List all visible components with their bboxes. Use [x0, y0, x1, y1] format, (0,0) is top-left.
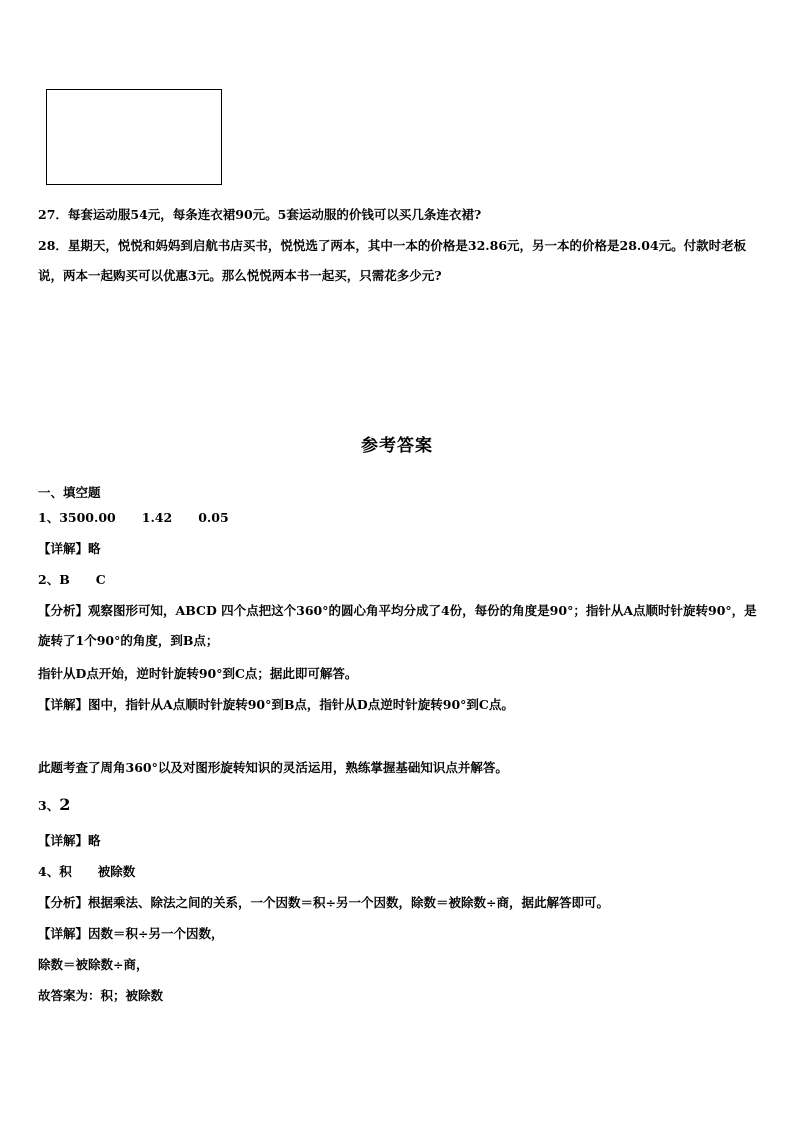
answer-2-analysis: 【分析】观察图形可知，ABCD 四个点把这个360°的圆心角平均分成了4份，每份的角度是90°；指针从A点顺时针旋转90°，是旋转了1个90°的角度，到B点； — [38, 603, 757, 648]
answer-2-note: 此题考查了周角360°以及对图形旋转知识的灵活运用，熟练掌握基础知识点并解答。 — [38, 760, 508, 775]
answer-1-value-3: 0.05 — [198, 510, 229, 525]
answer-1-value-1: 1、3500.00 — [38, 510, 116, 525]
answer-3-detail: 【详解】略 — [38, 833, 101, 848]
question-27: 27．每套运动服54元，每条连衣裙90元。5套运动服的价钱可以买几条连衣裙? — [38, 207, 482, 222]
answer-2-value-2: C — [95, 572, 106, 587]
answer-4-detail: 【详解】因数＝积÷另一个因数， — [38, 926, 224, 941]
answer-4-value-2: 被除数 — [97, 864, 136, 879]
answer-2-analysis-cont: 指针从D点开始，逆时针旋转90°到C点；据此即可解答。 — [38, 666, 358, 681]
answer-2-value-1: 2、B — [38, 572, 70, 587]
answer-3-number: 3、 — [38, 798, 60, 813]
answer-1-value-2: 1.42 — [141, 510, 173, 525]
question-28: 28．星期天，悦悦和妈妈到启航书店买书，悦悦选了两本，其中一本的价格是32.86元，另一本的价格是28.04元。付款时老板说，两本一起购买可以优惠3元。那么悦悦两本书一起买，只需花多少元? — [38, 238, 747, 283]
answer-3 — [38, 797, 70, 814]
figure-placeholder-box — [46, 89, 222, 185]
answer-4-analysis: 【分析】根据乘法、除法之间的关系，一个因数＝积÷另一个因数，除数＝被除数÷商，据此解答即可。 — [38, 895, 609, 910]
answer-key-title: 参考答案 — [361, 436, 433, 456]
answer-1 — [38, 510, 229, 526]
answer-4-detail-2: 除数＝被除数÷商， — [38, 957, 149, 972]
answer-1-detail: 【详解】略 — [38, 541, 101, 556]
answer-4 — [38, 864, 135, 880]
section-heading-fill-blank: 一、填空题 — [38, 485, 101, 500]
answer-3-value: 2 — [59, 795, 71, 814]
answer-2-detail: 【详解】图中，指针从A点顺时针旋转90°到B点，指针从D点逆时针旋转90°到C点。 — [38, 697, 514, 712]
answer-2 — [38, 572, 106, 588]
answer-4-value-1: 4、积 — [38, 864, 72, 879]
answer-4-conclusion: 故答案为：积；被除数 — [38, 988, 164, 1003]
